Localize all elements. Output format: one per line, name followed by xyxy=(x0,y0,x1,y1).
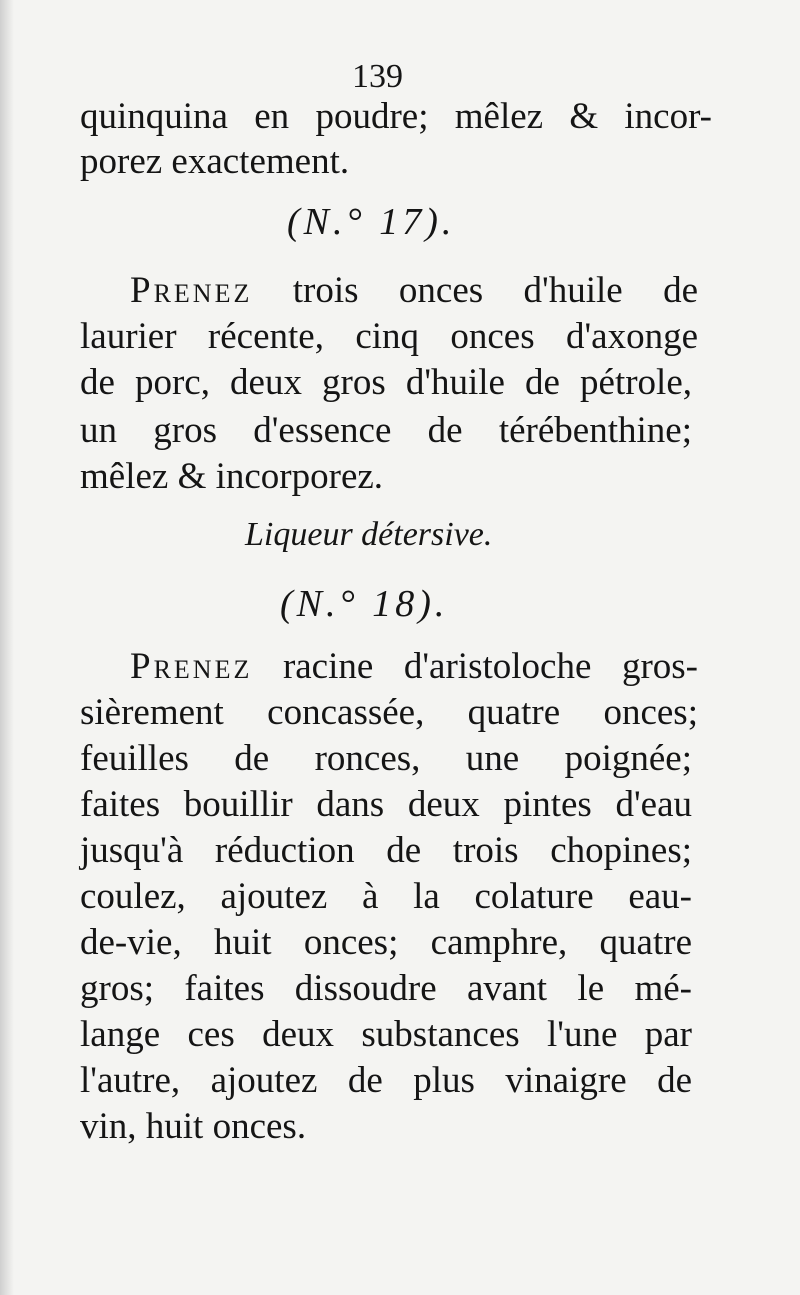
text-line: quinquina en poudre; mêlez & incor- xyxy=(80,96,712,137)
page-edge-shadow xyxy=(0,0,14,1295)
text-line: de porc, deux gros d'huile de pétrole, xyxy=(80,362,692,403)
recipe-number-heading: (N.° 17). xyxy=(287,201,456,243)
recipe-number-heading: (N.° 18). xyxy=(280,583,449,625)
text-line: laurier récente, cinq onces d'axonge xyxy=(80,316,698,357)
text-line-first xyxy=(130,648,698,685)
section-subtitle: Liqueur détersive. xyxy=(245,516,493,553)
text-line: porez exactement. xyxy=(80,141,350,182)
text-line: un gros d'essence de térébenthine; xyxy=(80,410,692,451)
text-line: gros; faites dissoudre avant le mé- xyxy=(80,968,692,1009)
text-line-first xyxy=(130,272,698,309)
text-line: l'autre, ajoutez de plus vinaigre de xyxy=(80,1060,692,1101)
text-line: vin, huit onces. xyxy=(80,1106,307,1147)
text-line: mêlez & incorporez. xyxy=(80,456,384,497)
text-line: sièrement concassée, quatre onces; xyxy=(80,692,698,733)
text-line: lange ces deux substances l'une par xyxy=(80,1014,692,1055)
text-line: faites bouillir dans deux pintes d'eau xyxy=(80,784,692,825)
opening-word: Prenez xyxy=(130,270,253,311)
text-line: coulez, ajoutez à la colature eau- xyxy=(80,876,692,917)
text-line-rest: trois onces d'huile de xyxy=(292,270,698,311)
page-number: 139 xyxy=(352,58,403,95)
text-line: jusqu'à réduction de trois chopines; xyxy=(80,830,692,871)
opening-word: Prenez xyxy=(130,646,253,687)
text-line-rest: racine d'aristoloche gros- xyxy=(282,646,699,687)
text-line: feuilles de ronces, une poignée; xyxy=(80,738,692,779)
text-line: de-vie, huit onces; camphre, quatre xyxy=(80,922,692,963)
